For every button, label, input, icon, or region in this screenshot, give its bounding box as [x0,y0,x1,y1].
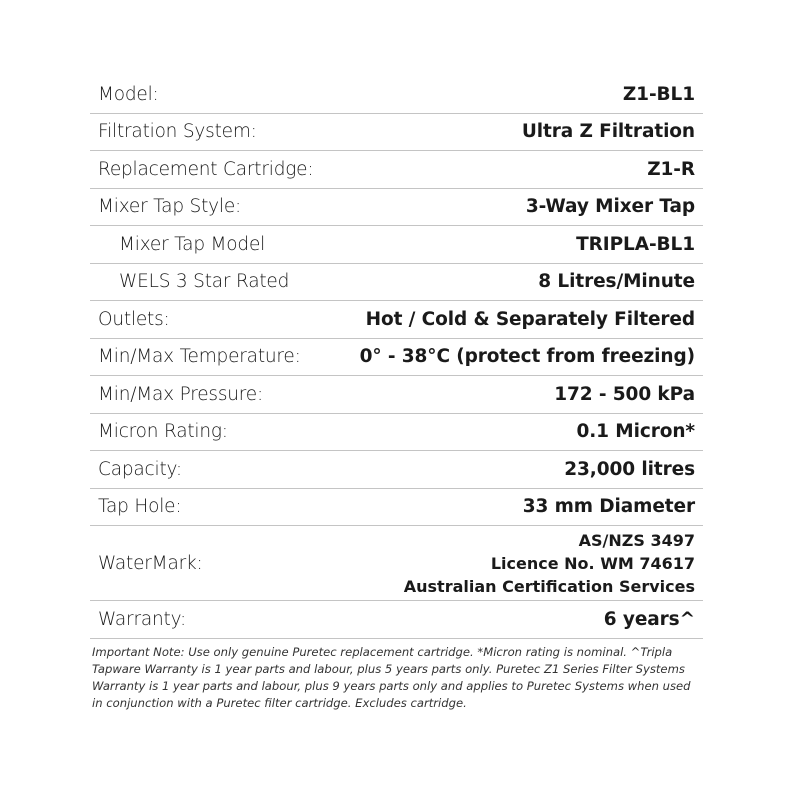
spec-label: Mixer Tap Style: [98,196,242,218]
spec-row-tap-hole [90,489,703,527]
spec-row-micron-rating [90,414,703,452]
spec-row-watermark [90,526,703,601]
spec-row-warranty [90,601,703,639]
spec-row-outlets [90,301,703,339]
spec-value: Hot / Cold & Separately Filtered [365,308,695,330]
spec-label: Mixer Tap Model [119,233,266,255]
spec-value: 8 Litres/Minute [538,271,695,293]
spec-label: WELS 3 Star Rated [119,271,290,293]
spec-row-model [90,76,703,114]
spec-value: 172 - 500 kPa [554,383,695,405]
spec-label: Replacement Cartridge: [98,158,314,180]
spec-sheet [90,76,703,713]
spec-row-mixer-tap-model [90,226,703,264]
spec-value: TRIPLA-BL1 [576,233,695,255]
spec-value: 0° - 38°C (protect from freezing) [359,346,695,368]
spec-row-replacement-cartridge [90,151,703,189]
spec-row-pressure [90,376,703,414]
spec-row-mixer-tap-style [90,189,703,227]
spec-label: Capacity: [98,458,182,480]
spec-value: 23,000 litres [564,458,695,480]
spec-label: WaterMark: [98,552,203,574]
spec-value: 0.1 Micron* [576,421,695,443]
important-note: Important Note: Use only genuine Puretec replacement cartridge. *Micron rating is nominal. ^Tripla Tapware Warranty is 1 year parts and labour, plus 5 years parts only. Puretec Z1 Series Filter Systems Warranty is 1 year parts and labour, plus 9 years parts only and applies to Puretec Systems when used in conjunction with a Puretec filter cartridge. Excludes cartridge. [92,644,691,711]
spec-value: Z1-R [647,158,695,180]
spec-value: 6 years^ [603,608,695,630]
spec-label: Min/Max Pressure: [98,383,264,405]
watermark-certifier: Australian Certification Services [403,576,695,596]
spec-label: Model: [98,83,159,105]
spec-value: Ultra Z Filtration [521,121,695,143]
spec-row-filtration-system [90,114,703,152]
spec-value: 3-Way Mixer Tap [525,196,695,218]
spec-value: Z1-BL1 [622,83,695,105]
watermark-licence: Licence No. WM 74617 [490,553,695,573]
spec-value: 33 mm Diameter [522,496,695,518]
spec-value [404,529,695,598]
spec-label: Warranty: [98,608,187,630]
spec-label: Micron Rating: [98,421,228,443]
spec-row-temperature [90,339,703,377]
watermark-standard: AS/NZS 3497 [578,530,695,550]
spec-row-capacity [90,451,703,489]
spec-label: Min/Max Temperature: [98,346,301,368]
spec-row-wels-rating [90,264,703,302]
spec-label: Filtration System: [98,121,257,143]
spec-label: Tap Hole: [98,496,182,518]
spec-label: Outlets: [98,308,170,330]
